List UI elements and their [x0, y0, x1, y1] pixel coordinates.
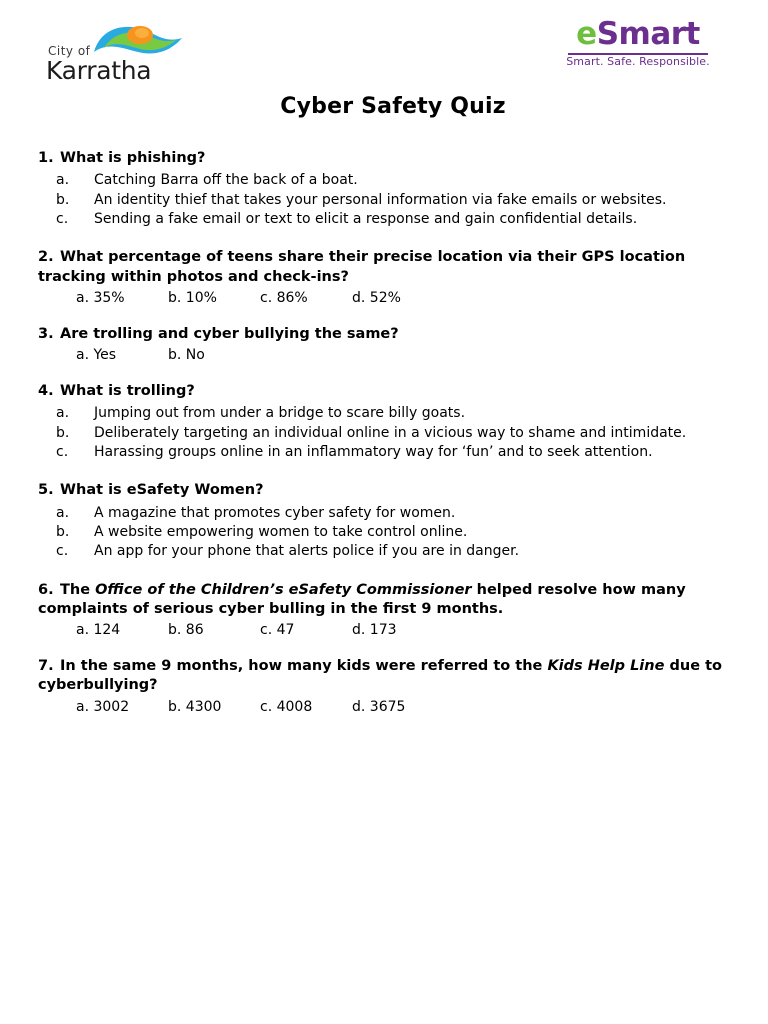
answer-option[interactable]: [38, 171, 730, 190]
answer-option-text: An app for your phone that alerts police if you are in danger.: [94, 543, 520, 560]
question-text: [38, 657, 730, 696]
answer-option-text: Catching Barra off the back of a boat.: [94, 172, 358, 189]
esmart-logo: [564, 16, 712, 78]
answer-options-row: [38, 699, 730, 715]
answer-option-letter: b.: [56, 523, 70, 540]
esmart-smart: Smart: [596, 16, 700, 52]
karratha-logo-line2: Karratha: [46, 56, 152, 85]
question-text-part: helped resolve how many complaints of serious cyber bulling in the first 9 months.: [38, 581, 686, 617]
answer-option[interactable]: [38, 424, 730, 443]
question-number: 2.: [38, 249, 54, 266]
answer-options: [38, 171, 730, 229]
quiz-question: [38, 581, 730, 639]
question-text-part: What is eSafety Women?: [60, 482, 264, 499]
answer-option-letter: b.: [56, 424, 70, 441]
question-text: [38, 149, 730, 168]
question-number: 3.: [38, 325, 54, 342]
question-text-part: In the same 9 months, how many kids were referred to the: [60, 658, 548, 675]
answer-option[interactable]: b. 86: [168, 622, 204, 639]
answer-option[interactable]: a. 35%: [76, 289, 125, 306]
answer-option[interactable]: [38, 504, 730, 523]
quiz-question: [38, 657, 730, 715]
page-title: Cyber Safety Quiz: [280, 94, 506, 119]
esmart-tagline: Smart. Safe. Responsible.: [566, 55, 710, 68]
document-header: [38, 0, 730, 86]
question-text-part: Are trolling and cyber bullying the same?: [60, 325, 399, 342]
answer-option-text: An identity thief that takes your personal information via fake emails or websites.: [94, 191, 667, 208]
answer-options-row: [38, 347, 730, 363]
answer-option[interactable]: d. 173: [352, 622, 397, 639]
question-number: 4.: [38, 383, 54, 400]
question-text: [38, 382, 730, 401]
answer-option-letter: a.: [56, 405, 70, 422]
answer-option[interactable]: [38, 443, 730, 462]
answer-option[interactable]: c. 4008: [260, 698, 313, 715]
question-number: 7.: [38, 658, 54, 675]
answer-option-letter: a.: [56, 504, 70, 521]
answer-option[interactable]: a. 3002: [76, 698, 130, 715]
answer-option[interactable]: c. 47: [260, 622, 295, 639]
answer-option-text: Sending a fake email or text to elicit a response and gain confidential details.: [94, 210, 638, 227]
question-text-part: due to cyberbullying?: [38, 658, 722, 694]
karratha-logo-line1: City of: [48, 44, 91, 58]
esmart-e: e: [576, 16, 597, 52]
answer-options-row: [38, 622, 730, 638]
answer-option[interactable]: [38, 404, 730, 423]
question-number: 5.: [38, 482, 54, 499]
answer-option-text: Jumping out from under a bridge to scare billy goats.: [94, 405, 466, 422]
answer-option-text: Deliberately targeting an individual online in a vicious way to shame and intimidate.: [94, 424, 687, 441]
answer-options: [38, 699, 730, 715]
answer-option[interactable]: a. 124: [76, 622, 121, 639]
answer-option-letter: c.: [56, 210, 69, 227]
quiz-question: [38, 325, 730, 363]
answer-options: [38, 404, 730, 462]
answer-option[interactable]: [38, 191, 730, 210]
question-text-part: What is phishing?: [60, 150, 206, 166]
question-text-part: What is trolling?: [60, 383, 195, 400]
answer-option[interactable]: [38, 542, 730, 561]
question-text: [38, 481, 730, 500]
quiz-question: [38, 248, 730, 306]
city-of-karratha-logo: [38, 22, 186, 84]
answer-option[interactable]: b. No: [168, 347, 205, 364]
answer-option[interactable]: d. 52%: [352, 289, 401, 306]
answer-options: [38, 347, 730, 363]
answer-option[interactable]: [38, 523, 730, 542]
esmart-wordmark: [564, 16, 712, 52]
answer-options: [38, 504, 730, 562]
question-number: 1.: [38, 150, 54, 166]
karratha-swoosh-icon: [90, 22, 186, 58]
question-number: 6.: [38, 581, 54, 598]
answer-options: [38, 290, 730, 306]
question-text-italic: Kids Help Line: [547, 658, 665, 675]
answer-option-text: A magazine that promotes cyber safety for women.: [94, 504, 456, 521]
quiz-question: [38, 149, 730, 229]
answer-option[interactable]: b. 10%: [168, 289, 217, 306]
answer-option[interactable]: b. 4300: [168, 698, 222, 715]
answer-option-text: A website empowering women to take control online.: [94, 523, 468, 540]
question-text-part: The: [60, 581, 96, 598]
answer-option[interactable]: c. 86%: [260, 289, 308, 306]
answer-option-letter: a.: [56, 172, 70, 189]
answer-option-letter: c.: [56, 543, 69, 560]
answer-option[interactable]: [38, 210, 730, 229]
question-text: [38, 248, 730, 287]
quiz-question: [38, 481, 730, 561]
answer-option-text: Harassing groups online in an inflammatory way for ‘fun’ and to seek attention.: [94, 443, 653, 460]
quiz-question: [38, 382, 730, 462]
answer-option-letter: b.: [56, 191, 70, 208]
answer-option[interactable]: a. Yes: [76, 347, 117, 364]
question-text: [38, 581, 730, 620]
quiz-question-list: [38, 149, 730, 715]
question-text-part: What percentage of teens share their precise location via their GPS location tracking within photos and check-ins?: [38, 249, 686, 285]
answer-option-letter: c.: [56, 443, 69, 460]
question-text-italic: Office of the Children’s eSafety Commissioner: [95, 581, 472, 598]
question-text: [38, 325, 730, 344]
answer-options-row: [38, 290, 730, 306]
answer-option[interactable]: d. 3675: [352, 698, 406, 715]
answer-options: [38, 622, 730, 638]
